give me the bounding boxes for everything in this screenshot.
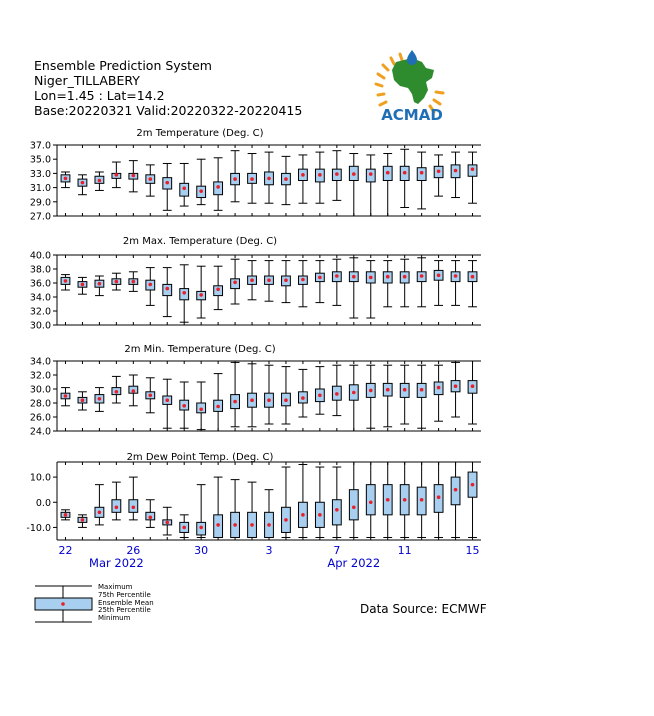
panel-title: 2m Temperature (Deg. C) <box>136 128 264 139</box>
mean-marker <box>267 523 271 527</box>
mean-marker <box>284 278 288 282</box>
x-tick-label: 15 <box>465 544 480 557</box>
mean-marker <box>250 398 254 402</box>
mean-marker <box>182 404 186 408</box>
mean-marker <box>301 513 305 517</box>
iqr-box <box>349 490 358 520</box>
mean-marker <box>386 275 390 279</box>
mean-marker <box>81 398 85 402</box>
mean-marker <box>216 288 220 292</box>
mean-marker <box>454 274 458 278</box>
mean-marker <box>182 526 186 530</box>
x-tick-label: 26 <box>126 544 141 557</box>
mean-marker <box>233 400 237 404</box>
mean-marker <box>369 276 373 280</box>
x-month-label: Apr 2022 <box>327 556 381 570</box>
x-tick-label: 3 <box>265 544 273 557</box>
x-tick-label: 30 <box>194 544 209 557</box>
mean-marker <box>403 498 407 502</box>
mean-marker <box>301 396 305 400</box>
mean-marker <box>318 276 322 280</box>
y-tick-label: 34.0 <box>29 356 51 368</box>
y-tick-label: 34.0 <box>29 292 51 304</box>
mean-marker <box>267 398 271 402</box>
y-tick-label: 31.0 <box>29 183 51 195</box>
mean-marker <box>81 181 85 185</box>
mean-marker <box>81 283 85 287</box>
x-month-label: Mar 2022 <box>89 556 144 570</box>
mean-marker <box>352 275 356 279</box>
header-title: Ensemble Prediction System <box>34 58 212 73</box>
mean-marker <box>81 518 85 522</box>
mean-marker <box>318 173 322 177</box>
mean-marker <box>318 394 322 398</box>
mean-marker <box>182 291 186 295</box>
mean-marker <box>64 177 68 181</box>
y-tick-label: 29.0 <box>29 197 51 209</box>
legend-25th: 25th Percentile <box>98 606 151 615</box>
mean-marker <box>437 386 441 390</box>
mean-marker <box>64 279 68 283</box>
mean-marker <box>471 275 475 279</box>
mean-marker <box>284 177 288 181</box>
legend-minimum: Minimum <box>98 614 131 623</box>
mean-marker <box>165 398 169 402</box>
mean-marker <box>98 179 102 183</box>
mean-marker <box>301 278 305 282</box>
mean-marker <box>182 187 186 191</box>
mean-marker <box>165 287 169 291</box>
y-tick-label: 33.0 <box>29 168 51 180</box>
iqr-box <box>366 485 375 515</box>
mean-marker <box>132 389 136 393</box>
mean-marker <box>301 173 305 177</box>
x-tick-label: 11 <box>397 544 412 557</box>
mean-marker <box>233 281 237 285</box>
data-source: Data Source: ECMWF <box>360 602 487 616</box>
panel-title: 2m Min. Temperature (Deg. C) <box>124 344 276 355</box>
mean-marker <box>335 274 339 278</box>
legend-maximum: Maximum <box>98 583 133 591</box>
y-tick-label: 32.0 <box>29 306 51 318</box>
mean-marker <box>437 169 441 173</box>
legend-mean-marker <box>61 602 65 606</box>
header-location: Niger_TILLABERY <box>34 73 140 88</box>
mean-marker <box>115 280 119 284</box>
mean-marker <box>420 171 424 175</box>
mean-marker <box>369 172 373 176</box>
panel-title: 2m Dew Point Temp. (Deg. C) <box>126 452 274 463</box>
x-tick-label: 7 <box>333 544 341 557</box>
mean-marker <box>403 171 407 175</box>
legend-75th: 75th Percentile <box>98 590 151 599</box>
mean-marker <box>267 278 271 282</box>
mean-marker <box>64 513 68 517</box>
y-tick-label: 26.0 <box>29 412 51 424</box>
mean-marker <box>420 388 424 392</box>
mean-marker <box>199 408 203 412</box>
y-tick-label: -10.0 <box>26 522 51 534</box>
y-tick-label: 10.0 <box>29 472 51 484</box>
mean-marker <box>132 174 136 178</box>
mean-marker <box>403 275 407 279</box>
legend-mean: Ensemble Mean <box>98 598 154 607</box>
panel-title: 2m Max. Temperature (Deg. C) <box>122 236 278 247</box>
mean-marker <box>199 189 203 193</box>
mean-marker <box>454 384 458 388</box>
mean-marker <box>386 171 390 175</box>
mean-marker <box>148 516 152 520</box>
y-tick-label: 35.0 <box>29 154 51 166</box>
mean-marker <box>199 526 203 530</box>
mean-marker <box>64 394 68 398</box>
mean-marker <box>98 282 102 286</box>
mean-marker <box>267 177 271 181</box>
mean-marker <box>216 405 220 409</box>
y-tick-label: 38.0 <box>29 264 51 276</box>
acmad-logo-text: ACMAD <box>381 106 443 124</box>
mean-marker <box>165 181 169 185</box>
mean-marker <box>132 505 136 509</box>
mean-marker <box>318 513 322 517</box>
mean-marker <box>250 523 254 527</box>
mean-marker <box>132 280 136 284</box>
mean-marker <box>454 169 458 173</box>
mean-marker <box>148 394 152 398</box>
y-tick-label: 28.0 <box>29 398 51 410</box>
y-tick-label: 36.0 <box>29 278 51 290</box>
mean-marker <box>352 391 356 395</box>
mean-marker <box>148 283 152 287</box>
header-base-valid: Base:20220321 Valid:20220322-20220415 <box>34 103 303 118</box>
y-tick-label: 24.0 <box>29 426 51 438</box>
mean-marker <box>454 488 458 492</box>
y-tick-label: 27.0 <box>29 211 51 223</box>
mean-marker <box>420 498 424 502</box>
legend-labels <box>98 584 154 623</box>
mean-marker <box>403 388 407 392</box>
x-tick-label: 22 <box>58 544 73 557</box>
header-coordinates: Lon=1.45 : Lat=14.2 <box>34 88 165 103</box>
y-tick-label: 37.0 <box>29 140 51 152</box>
mean-marker <box>386 498 390 502</box>
mean-marker <box>233 177 237 181</box>
mean-marker <box>284 518 288 522</box>
mean-marker <box>369 389 373 393</box>
mean-marker <box>115 390 119 394</box>
mean-marker <box>199 293 203 297</box>
mean-marker <box>98 397 102 401</box>
mean-marker <box>369 500 373 504</box>
mean-marker <box>115 173 119 177</box>
mean-marker <box>437 495 441 499</box>
mean-marker <box>216 523 220 527</box>
mean-marker <box>420 274 424 278</box>
mean-marker <box>335 392 339 396</box>
mean-marker <box>352 505 356 509</box>
mean-marker <box>471 167 475 171</box>
mean-marker <box>233 523 237 527</box>
mean-marker <box>335 172 339 176</box>
mean-marker <box>437 274 441 278</box>
mean-marker <box>335 508 339 512</box>
y-tick-label: 0.0 <box>35 497 51 509</box>
mean-marker <box>471 483 475 487</box>
y-tick-label: 30.0 <box>29 384 51 396</box>
mean-marker <box>216 185 220 189</box>
mean-marker <box>250 177 254 181</box>
mean-marker <box>284 398 288 402</box>
mean-marker <box>250 278 254 282</box>
mean-marker <box>165 521 169 525</box>
mean-marker <box>148 177 152 181</box>
mean-marker <box>115 505 119 509</box>
y-tick-label: 30.0 <box>29 320 51 332</box>
iqr-box <box>332 500 341 525</box>
mean-marker <box>352 172 356 176</box>
mean-marker <box>471 384 475 388</box>
y-tick-label: 32.0 <box>29 370 51 382</box>
mean-marker <box>98 511 102 515</box>
y-tick-label: 40.0 <box>29 250 51 262</box>
mean-marker <box>386 388 390 392</box>
